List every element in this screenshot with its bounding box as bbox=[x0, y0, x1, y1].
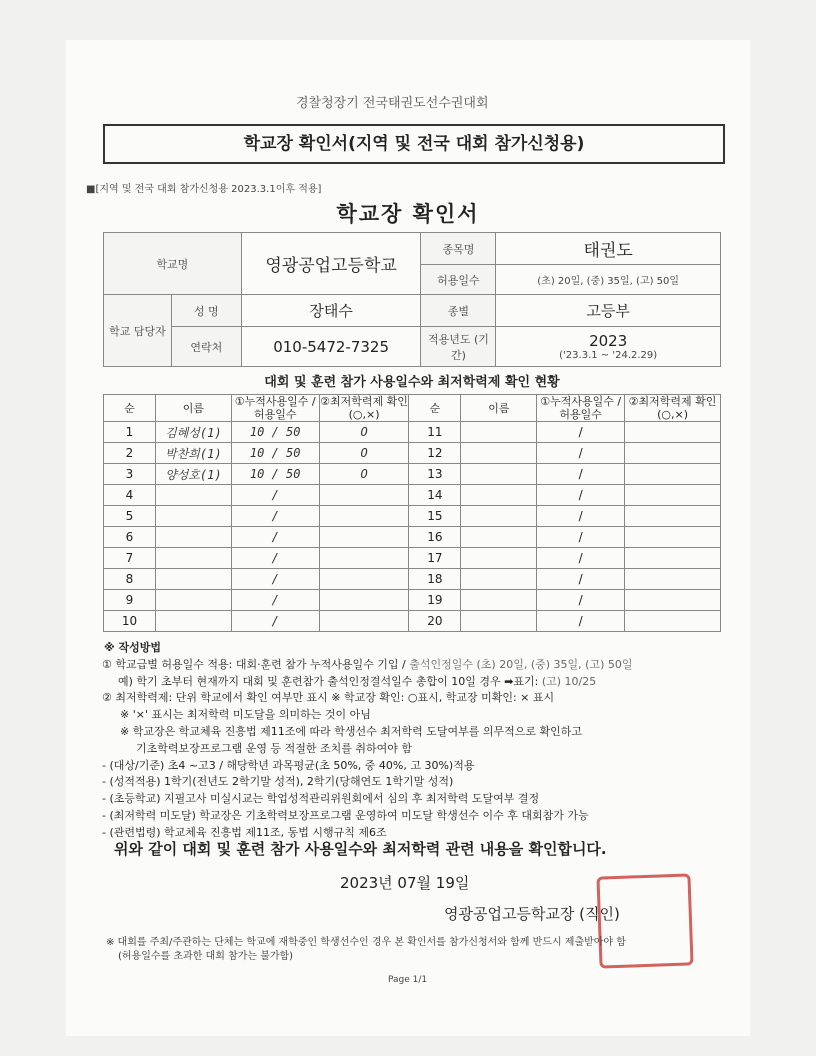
contact-label: 연락처 bbox=[171, 327, 241, 367]
athlete-name-right bbox=[461, 506, 537, 527]
days-used-right: / bbox=[537, 464, 625, 485]
grade-check-right bbox=[625, 485, 721, 506]
row-number: 2 bbox=[104, 443, 156, 464]
athlete-name-right bbox=[461, 485, 537, 506]
event-value: 태권도 bbox=[496, 233, 721, 265]
division-value: 고등부 bbox=[496, 295, 721, 327]
col-header-name: 이름 bbox=[155, 395, 231, 422]
row-number: 1 bbox=[104, 422, 156, 443]
participation-table bbox=[103, 394, 721, 632]
grade-check bbox=[319, 506, 409, 527]
row-number: 4 bbox=[104, 485, 156, 506]
row-number: 5 bbox=[104, 506, 156, 527]
athlete-name-right bbox=[461, 590, 537, 611]
note-1a bbox=[102, 657, 633, 674]
note-2: ② 최저학력제: 단위 학교에서 확인 여부만 표시 ※ 학교장 확인: ○표시, 학교장 미확인: × 표시 bbox=[102, 691, 555, 705]
athlete-name bbox=[155, 590, 231, 611]
table-row bbox=[104, 590, 721, 611]
grade-check: O bbox=[319, 464, 409, 485]
athlete-name bbox=[155, 611, 231, 632]
col-header-days-right: ①누적사용일수 /허용일수 bbox=[537, 395, 625, 422]
grade-check-right bbox=[625, 590, 721, 611]
year-period: ('23.3.1 ~ '24.2.29) bbox=[559, 350, 658, 361]
athlete-name-right bbox=[461, 527, 537, 548]
days-used-right: / bbox=[537, 548, 625, 569]
grade-check-right bbox=[625, 611, 721, 632]
athlete-name: 김혜성(1) bbox=[155, 422, 231, 443]
days-used: 10 / 50 bbox=[231, 443, 319, 464]
days-used-right: / bbox=[537, 590, 625, 611]
school-name: 영광공업고등학교 bbox=[241, 233, 421, 295]
days-used: / bbox=[231, 506, 319, 527]
days-used: / bbox=[231, 611, 319, 632]
detail-4: - (최저학력 미도달) 학교장은 기초학력보장프로그램 운영하여 미도달 학생선수 이수 후 대회참가 가능 bbox=[102, 808, 589, 822]
table-row bbox=[104, 611, 721, 632]
col-header-name-right: 이름 bbox=[461, 395, 537, 422]
page-number: Page 1/1 bbox=[388, 975, 428, 985]
row-number-right: 16 bbox=[409, 527, 461, 548]
days-used-right: / bbox=[537, 506, 625, 527]
athlete-name-right bbox=[461, 422, 537, 443]
row-number-right: 11 bbox=[409, 422, 461, 443]
footnote-line-2: (허용일수를 초과한 대회 참가는 불가함) bbox=[118, 951, 294, 962]
col-header-no-right: 순 bbox=[409, 395, 461, 422]
grade-check-right bbox=[625, 422, 721, 443]
table-row bbox=[104, 569, 721, 590]
days-used: / bbox=[231, 548, 319, 569]
detail-3: - (초등학교) 지필고사 미실시교는 학업성적관리위원회에서 심의 후 최저학력 도달여부 결정 bbox=[102, 792, 540, 806]
athlete-name-right bbox=[461, 569, 537, 590]
table-row bbox=[104, 422, 721, 443]
contact-value: 010-5472-7325 bbox=[241, 327, 421, 367]
table-header-row bbox=[104, 395, 721, 422]
grade-check-right bbox=[625, 527, 721, 548]
row-number-right: 17 bbox=[409, 548, 461, 569]
grade-check-right bbox=[625, 443, 721, 464]
event-label: 종목명 bbox=[421, 233, 496, 265]
athlete-name-right bbox=[461, 548, 537, 569]
instructions bbox=[104, 640, 633, 842]
manager-name: 장태수 bbox=[241, 295, 421, 327]
grade-check: O bbox=[319, 422, 409, 443]
athlete-name bbox=[155, 506, 231, 527]
days-used: / bbox=[231, 569, 319, 590]
row-number-right: 19 bbox=[409, 590, 461, 611]
row-number-right: 18 bbox=[409, 569, 461, 590]
header-title: 경찰청장기 전국태권도선수권대회 bbox=[296, 96, 489, 111]
year-cell bbox=[496, 327, 721, 367]
grade-check bbox=[319, 548, 409, 569]
grade-check-right bbox=[625, 569, 721, 590]
section-heading: 대회 및 훈련 참가 사용일수와 최저학력제 확인 현황 bbox=[264, 375, 560, 390]
grade-check bbox=[319, 611, 409, 632]
main-title: 학교장 확인서 bbox=[336, 202, 480, 226]
note-1a-grey: 출석인정일수 (초) 20일, (중) 35일, (고) 50일 bbox=[409, 657, 633, 671]
athlete-name bbox=[155, 527, 231, 548]
issue-date: 2023년 07월 19일 bbox=[340, 874, 470, 892]
row-number: 6 bbox=[104, 527, 156, 548]
notes-heading: ※ 작성방법 bbox=[104, 641, 162, 654]
note-1b-text: 예) 학기 초부터 현재까지 대회 및 훈련참가 출석인정결석일수 총합이 10일 경우 ➡표기: bbox=[118, 674, 542, 688]
athlete-name bbox=[155, 569, 231, 590]
days-used-right: / bbox=[537, 485, 625, 506]
note-4b: 기초학력보장프로그램 운영 등 적절한 조치를 취하여야 함 bbox=[136, 741, 413, 755]
col-header-days: ①누적사용일수 /허용일수 bbox=[231, 395, 319, 422]
days-used: 10 / 50 bbox=[231, 422, 319, 443]
boxed-title: 학교장 확인서(지역 및 전국 대회 참가신청용) bbox=[103, 124, 725, 164]
days-used-right: / bbox=[537, 569, 625, 590]
note-4a: ※ 학교장은 학교체육 진흥법 제11조에 따라 학생선수 최저학력 도달여부를 의무적으로 확인하고 bbox=[120, 724, 582, 738]
detail-1: - (대상/기준) 초4 ~고3 / 해당학년 과목평균(초 50%, 중 40%, 고 30%)적용 bbox=[102, 758, 475, 772]
row-number: 3 bbox=[104, 464, 156, 485]
days-used: / bbox=[231, 527, 319, 548]
row-number: 9 bbox=[104, 590, 156, 611]
grade-check bbox=[319, 569, 409, 590]
note-1b-grey: (고) 10/25 bbox=[541, 674, 597, 688]
athlete-name bbox=[155, 548, 231, 569]
table-row bbox=[104, 548, 721, 569]
detail-5: - (관련법령) 학교체육 진흥법 제11조, 동법 시행규칙 제6조 bbox=[102, 825, 387, 839]
grade-check bbox=[319, 590, 409, 611]
grade-check bbox=[319, 485, 409, 506]
days-used: 10 / 50 bbox=[231, 464, 319, 485]
principal-signature-line: 영광공업고등학교장 (직인) bbox=[444, 905, 620, 923]
col-header-no: 순 bbox=[104, 395, 156, 422]
athlete-name: 양성호(1) bbox=[155, 464, 231, 485]
note-3: ※ '×' 표시는 최저학력 미도달을 의미하는 것이 아님 bbox=[120, 708, 371, 722]
athlete-name bbox=[155, 485, 231, 506]
grade-check bbox=[319, 527, 409, 548]
footnote-line-1: ※ 대회를 주최/주관하는 단체는 학교에 재학중인 학생선수인 경우 본 확인서를 참가신청서와 함께 반드시 제출받아야 함 bbox=[106, 937, 626, 948]
athlete-name-right bbox=[461, 611, 537, 632]
row-number: 10 bbox=[104, 611, 156, 632]
row-number: 8 bbox=[104, 569, 156, 590]
division-label: 종별 bbox=[421, 295, 496, 327]
grade-check-right bbox=[625, 506, 721, 527]
info-table bbox=[103, 232, 721, 367]
year-value: 2023 bbox=[589, 332, 628, 350]
allowed-days-value: (초) 20일, (중) 35일, (고) 50일 bbox=[496, 265, 721, 295]
row-number-right: 20 bbox=[409, 611, 461, 632]
row-number-right: 14 bbox=[409, 485, 461, 506]
row-number-right: 13 bbox=[409, 464, 461, 485]
detail-2: - (성적적용) 1학기(전년도 2학기말 성적), 2학기(당해연도 1학기말 성적) bbox=[102, 775, 454, 789]
notice-line: ■[지역 및 전국 대회 참가신청용 2023.3.1이후 적용] bbox=[86, 184, 322, 195]
days-used: / bbox=[231, 485, 319, 506]
col-header-check-right: ②최저학력제 확인(○,×) bbox=[625, 395, 721, 422]
manager-label: 학교 담당자 bbox=[104, 295, 172, 367]
days-used-right: / bbox=[537, 443, 625, 464]
grade-check: O bbox=[319, 443, 409, 464]
table-row bbox=[104, 527, 721, 548]
allowed-days-label: 허용일수 bbox=[421, 265, 496, 295]
athlete-name-right bbox=[461, 464, 537, 485]
note-1b bbox=[118, 674, 633, 691]
year-label: 적용년도 (기간) bbox=[421, 327, 496, 367]
table-row bbox=[104, 443, 721, 464]
athlete-name: 박찬희(1) bbox=[155, 443, 231, 464]
confirmation-statement: 위와 같이 대회 및 훈련 참가 사용일수와 최저학력 관련 내용을 확인합니다. bbox=[114, 840, 607, 858]
table-row bbox=[104, 464, 721, 485]
name-label: 성 명 bbox=[171, 295, 241, 327]
athlete-name-right bbox=[461, 443, 537, 464]
row-number: 7 bbox=[104, 548, 156, 569]
table-row bbox=[104, 506, 721, 527]
grade-check-right bbox=[625, 464, 721, 485]
col-header-check: ②최저학력제 확인(○,×) bbox=[320, 395, 408, 421]
days-used-right: / bbox=[537, 527, 625, 548]
footnote bbox=[106, 936, 626, 964]
table-row bbox=[104, 485, 721, 506]
note-1a-text: ① 학교급별 허용일수 적용: 대회·훈련 참가 누적사용일수 기입 / bbox=[102, 657, 410, 671]
days-used: / bbox=[231, 590, 319, 611]
row-number-right: 15 bbox=[409, 506, 461, 527]
days-used-right: / bbox=[537, 611, 625, 632]
days-used-right: / bbox=[537, 422, 625, 443]
row-number-right: 12 bbox=[409, 443, 461, 464]
school-label: 학교명 bbox=[104, 233, 242, 295]
grade-check-right bbox=[625, 548, 721, 569]
